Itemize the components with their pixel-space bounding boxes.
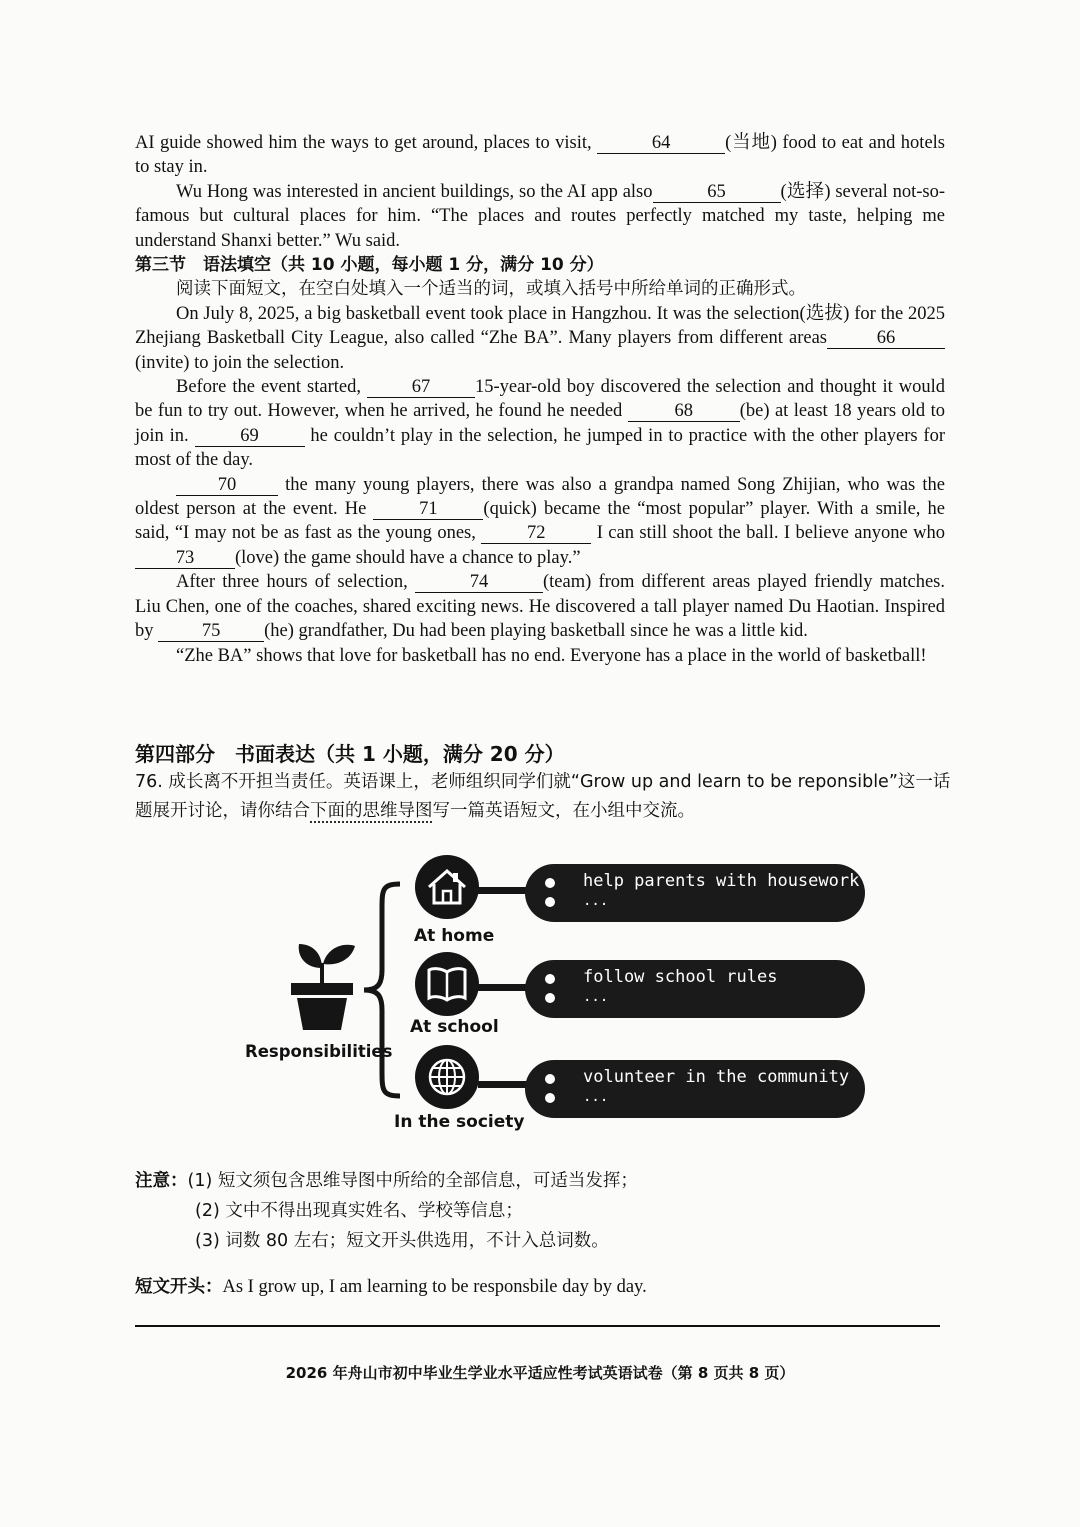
blank-65[interactable]: 65 xyxy=(653,182,781,203)
branch-item-society: volunteer in the community ... xyxy=(525,1060,865,1118)
branch-label-home: At home xyxy=(414,926,495,946)
blank-73[interactable]: 73 xyxy=(135,548,235,569)
passage-top: AI guide showed him the ways to get around, places to visit, 64 (当地) food to eat and hotels to stay in. Wu Hong was interested in ancient buildings, so the AI app also 65 (选择) several not-so-famous but cultural places for him. “The places and routes perfectly matched my taste, helping me understand Shanxi better.” Wu said. xyxy=(135,133,945,251)
page-footer: 2026 年舟山市初中毕业生学业水平适应性考试英语试卷（第 8 页共 8 页） xyxy=(285,1364,795,1382)
opening-sentence: 短文开头：As I grow up, I am learning to be responsbile day by day. xyxy=(135,1277,647,1297)
mind-map xyxy=(0,840,1080,1150)
branch-item-home: help parents with housework ... xyxy=(525,864,865,922)
section-3-instruction: 阅读下面短文，在空白处填入一个适当的词，或填入括号中所给单词的正确形式。 xyxy=(176,279,806,300)
notes: 注意：(1) 短文须包含思维导图中所给的全部信息，可适当发挥； (2) 文中不得出现真实姓名、学校等信息； (3) 词数 80 左右；短文开头供选用，不计入总词数。 xyxy=(135,1166,638,1256)
connector xyxy=(478,984,528,991)
branch-label-society: In the society xyxy=(394,1112,525,1132)
writing-task: 76. 成长离不开担当责任。英语课上，老师组织同学们就“Grow up and learn to be reponsible”这一话题展开讨论，请你结合下面的思维导图写一篇英语短文，在小组中交流。 xyxy=(135,772,951,821)
branch-label-school: At school xyxy=(410,1017,499,1037)
part-4-title: 第四部分 书面表达（共 1 小题，满分 20 分） xyxy=(135,742,565,766)
plant-pot-icon xyxy=(285,938,360,1033)
connector xyxy=(478,887,528,894)
blank-66[interactable]: 66 xyxy=(827,328,945,349)
blank-69[interactable]: 69 xyxy=(195,426,305,447)
blank-67[interactable]: 67 xyxy=(367,377,475,398)
blank-70[interactable]: 70 xyxy=(176,475,278,496)
connector xyxy=(478,1081,528,1088)
blank-71[interactable]: 71 xyxy=(373,499,483,520)
blank-75[interactable]: 75 xyxy=(158,621,264,642)
globe-icon xyxy=(415,1045,479,1109)
note-3: (3) 词数 80 左右；短文开头供选用，不计入总词数。 xyxy=(195,1231,609,1251)
note-2: (2) 文中不得出现真实姓名、学校等信息； xyxy=(195,1201,523,1221)
book-icon xyxy=(415,952,479,1016)
blank-74[interactable]: 74 xyxy=(415,572,543,593)
footer-rule xyxy=(135,1325,940,1327)
blank-72[interactable]: 72 xyxy=(481,523,591,544)
branch-item-school: follow school rules ... xyxy=(525,960,865,1018)
note-1: (1) 短文须包含思维导图中所给的全部信息，可适当发挥； xyxy=(187,1171,638,1191)
section-3: 第三节 语法填空（共 10 小题，每小题 1 分，满分 10 分） 阅读下面短文，在空白处填入一个适当的词，或填入括号中所给单词的正确形式。 On July 8, 2025, a big basketball event took place in Hangzhou. It was the selection(选拔) for the 2025 Zhejiang Basketball City League, also called “Zhe BA”. Many players from different areas 66(invite) to join the selection. Before the event started, 67 15-year-old boy discovered the selection and thought it would be fun to try out. However, when he arrived, he found he needed 68 (be) at least 18 years old to join in. 69 he couldn’t play in the selection, he jumped in to practice with the other players for most of the day. 70 the many young players, there was also a grandpa named Song Zhijian, who was the oldest person at the event. He 71 (quick) became the “most popular” player. With a smile, he said, “I may not be as fast as the young ones, 72 I can still shoot the ball. I believe anyone who 73 (love) the game should have a chance to play.” After three hours of selection, 74 (team) from different areas played friendly matches. Liu Chen, one of the coaches, shared exciting news. He discovered a tall player named Du Haotian. Inspired by 75 (he) grandfather, Du had been playing basketball since he was a little kid. “Zhe BA” shows that love for basketball has no end. Everyone has a place in the world of basketball! xyxy=(135,255,945,666)
blank-68[interactable]: 68 xyxy=(628,401,740,422)
brace xyxy=(360,880,405,1100)
blank-64[interactable]: 64 xyxy=(597,133,725,154)
house-icon xyxy=(415,855,479,919)
section-3-title: 第三节 语法填空（共 10 小题，每小题 1 分，满分 10 分） xyxy=(135,255,604,275)
mindmap-root: Responsibilities xyxy=(245,1042,393,1061)
